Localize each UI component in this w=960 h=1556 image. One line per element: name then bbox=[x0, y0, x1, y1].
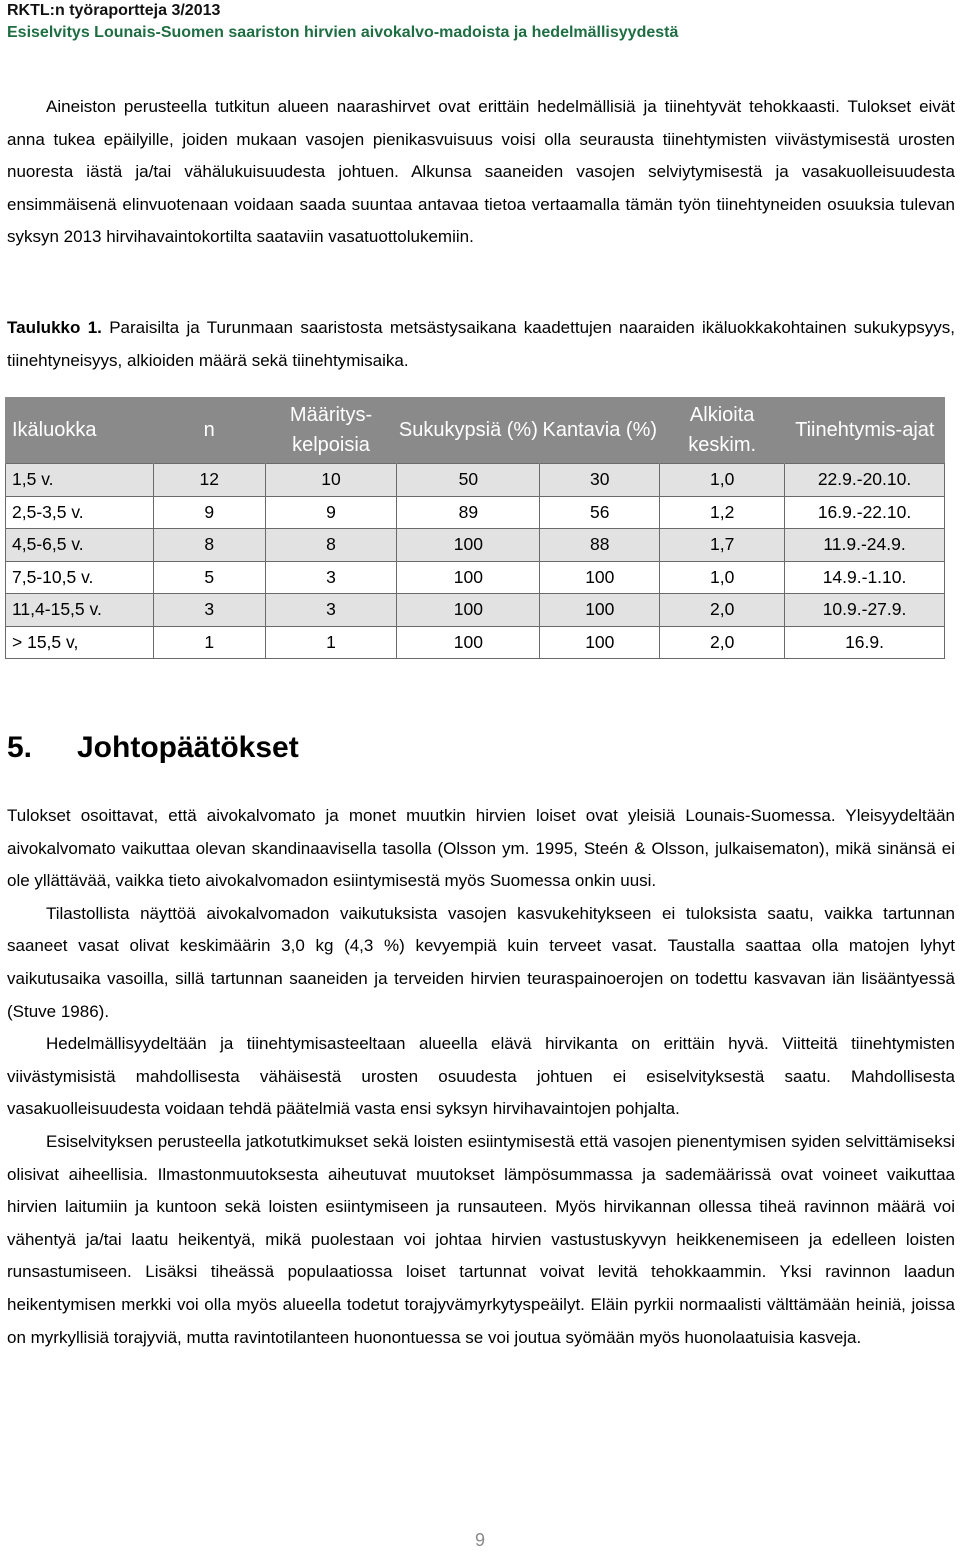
conclusions-text bbox=[7, 800, 955, 1354]
table-cell: 3 bbox=[153, 594, 265, 627]
paragraph: Hedelmällisyydeltään ja tiinehtymisasteeltaan alueella elävä hirvikanta on erittäin hyvä. Viitteitä tiinehtymisten viivästymisistä mahdollisesta vähäisestä urosten osuudesta johtuen ei esiselvityksestä saatu. Mahdollisesta vasakuolleisuudesta voidaan tehdä päätelmiä vasta ensi syksyn hirvihavaintojen pohjalta. bbox=[7, 1034, 955, 1119]
report-title: Esiselvitys Lounais-Suomen saariston hirvien aivokalvo-madoista ja hedelmällisyydestä bbox=[7, 24, 679, 41]
table-cell: 3 bbox=[265, 594, 397, 627]
running-header bbox=[7, 0, 947, 44]
paragraph: Tulokset osoittavat, että aivokalvomato ja monet muutkin hirvien loiset ovat yleisiä Lounais-Suomessa. Yleisyydeltään aivokalvomato vaikuttaa olevan skandinaavisella tasolla (Olsson ym. 1995, Steén & Olsson, julkaisematon), mikä sinänsä ei ole yllättävää, vaikka tieto aivokalvomadon esiintymisestä myös Suomessa onkin uusi. bbox=[7, 806, 955, 891]
table-cell: 100 bbox=[397, 561, 540, 594]
table-cell: 7,5-10,5 v. bbox=[6, 561, 154, 594]
table-row bbox=[6, 496, 945, 529]
table-cell: 16.9. bbox=[785, 626, 945, 659]
table-cell: 2,5-3,5 v. bbox=[6, 496, 154, 529]
table-cell: 1,7 bbox=[660, 529, 785, 562]
table-cell: 11.9.-24.9. bbox=[785, 529, 945, 562]
table-cell: 89 bbox=[397, 496, 540, 529]
column-header-embryos: Alkioita keskim. bbox=[660, 397, 785, 464]
table-cell: 5 bbox=[153, 561, 265, 594]
table-header-row bbox=[6, 397, 945, 464]
table-cell: 9 bbox=[153, 496, 265, 529]
column-header-pregnant: Kantavia (%) bbox=[540, 397, 660, 464]
table-cell: 10.9.-27.9. bbox=[785, 594, 945, 627]
table-cell: 30 bbox=[540, 464, 660, 497]
table-cell: 2,0 bbox=[660, 626, 785, 659]
table-cell: 12 bbox=[153, 464, 265, 497]
table-cell: 100 bbox=[397, 529, 540, 562]
table-cell: 100 bbox=[540, 594, 660, 627]
intro-paragraph: Aineiston perusteella tutkitun alueen naarashirvet ovat erittäin hedelmällisiä ja tiinehtyvät tehokkaasti. Tulokset eivät anna tukea epäilyille, joiden mukaan vasojen pienikasvuisuus voisi olla seurausta tiinehtymisten viivästymisestä urosten nuoresta iästä ja/tai vähälukuisuudesta johtuen. Alkunsa saaneiden vasojen selviytymisestä ja vasakuolleisuudesta ensimmäisenä elinvuotenaan voidaan saada suuntaa antavaa tietoa vertaamalla tämän työn tiinehtyneiden osuuksia tulevan syksyn 2013 hirvihavaintokortilta saataviin vasatuottolukemiin. bbox=[7, 97, 955, 247]
column-header-n: n bbox=[153, 397, 265, 464]
table-cell: 11,4-15,5 v. bbox=[6, 594, 154, 627]
section-number: 5. bbox=[7, 731, 33, 764]
page-number: 9 bbox=[474, 1530, 485, 1550]
column-header-age-class: Ikäluokka bbox=[6, 397, 154, 464]
table-cell: 8 bbox=[265, 529, 397, 562]
table-cell: 1,0 bbox=[660, 464, 785, 497]
table-caption-text: Paraisilta ja Turunmaan saaristosta metsästysaikana kaadettujen naaraiden ikäluokkakohtainen sukukypsyys, tiinehtyneisyys, alkioiden määrä sekä tiinehtymisaika. bbox=[7, 318, 955, 370]
paragraph: Esiselvityksen perusteella jatkotutkimukset sekä loisten esiintymisestä että vasojen pienentymisen syiden selvittämiseksi olisivat aiheellisia. Ilmastonmuutoksesta aiheutuvat muutokset lämpösummassa ja sademäärissä ovat voineet vaikuttaa hirvien laitumiin ja kuntoon sekä loisten esiintymiseen ja runsauteen. Myös hirvikannan ollessa tiheä ravinnon määrä voi vähentyä ja/tai laatu heikentyä, mikä puolestaan voi johtaa hirvien vastustuskyvyn heikkenemiseen ja edelleen loisten runsastumiseen. Lisäksi tiheässä populaatiossa loiset tartunnat voivat levitä tehokkaammin. Yksi ravinnon laadun heikentymisen merkki voi olla myös alueella todetut torajyvämyrkytyspeäilyt. Eläin pyrkii normaalisti välttämään heiniä, joissa on myrkyllisiä torajyviä, mutta ravintotilanteen huonontuessa se voi joutua syömään myös huonolaatuisia kasveja. bbox=[7, 1131, 955, 1347]
table-cell: 10 bbox=[265, 464, 397, 497]
table-cell: 8 bbox=[153, 529, 265, 562]
section-heading bbox=[7, 728, 299, 768]
table-cell: 1,2 bbox=[660, 496, 785, 529]
table-cell: 1 bbox=[265, 626, 397, 659]
table-cell: 88 bbox=[540, 529, 660, 562]
table-cell: > 15,5 v, bbox=[6, 626, 154, 659]
table-cell: 1,5 v. bbox=[6, 464, 154, 497]
table-cell: 100 bbox=[540, 561, 660, 594]
table-cell: 100 bbox=[397, 626, 540, 659]
table-cell: 50 bbox=[397, 464, 540, 497]
table-caption-label: Taulukko 1. bbox=[7, 318, 102, 337]
table-row bbox=[6, 626, 945, 659]
table-cell: 100 bbox=[540, 626, 660, 659]
column-header-determinable: Määritys-kelpoisia bbox=[265, 397, 397, 464]
table-cell: 3 bbox=[265, 561, 397, 594]
table-row bbox=[6, 594, 945, 627]
section-title: Johtopäätökset bbox=[77, 731, 299, 764]
table-row bbox=[6, 529, 945, 562]
table-cell: 4,5-6,5 v. bbox=[6, 529, 154, 562]
table-caption bbox=[7, 312, 955, 377]
column-header-mature: Sukukypsiä (%) bbox=[397, 397, 540, 464]
table-cell: 2,0 bbox=[660, 594, 785, 627]
table-row bbox=[6, 561, 945, 594]
report-series-id: RKTL:n työraportteja 3/2013 bbox=[7, 2, 221, 19]
table-cell: 9 bbox=[265, 496, 397, 529]
table-cell: 14.9.-1.10. bbox=[785, 561, 945, 594]
column-header-conception-dates: Tiinehtymis-ajat bbox=[785, 397, 945, 464]
table-cell: 16.9.-22.10. bbox=[785, 496, 945, 529]
table-cell: 56 bbox=[540, 496, 660, 529]
paragraph: Tilastollista näyttöä aivokalvomadon vaikutuksista vasojen kasvukehitykseen ei tuloksista saatu, vaikka tartunnan saaneet vasat olivat keskimäärin 3,0 kg (4,3 %) kevyempiä kuin terveet vasat. Taustalla saattaa olla matojen lyhyt vaikutusaika vasoilla, sillä tartunnan saaneiden ja terveiden hirvien teuraspainoerojen on todettu kasvavan iän lisääntyessä (Stuve 1986). bbox=[7, 903, 955, 1021]
table-cell: 100 bbox=[397, 594, 540, 627]
table-cell: 22.9.-20.10. bbox=[785, 464, 945, 497]
results-table bbox=[5, 397, 945, 659]
table-cell: 1 bbox=[153, 626, 265, 659]
table-cell: 1,0 bbox=[660, 561, 785, 594]
table-row bbox=[6, 464, 945, 497]
